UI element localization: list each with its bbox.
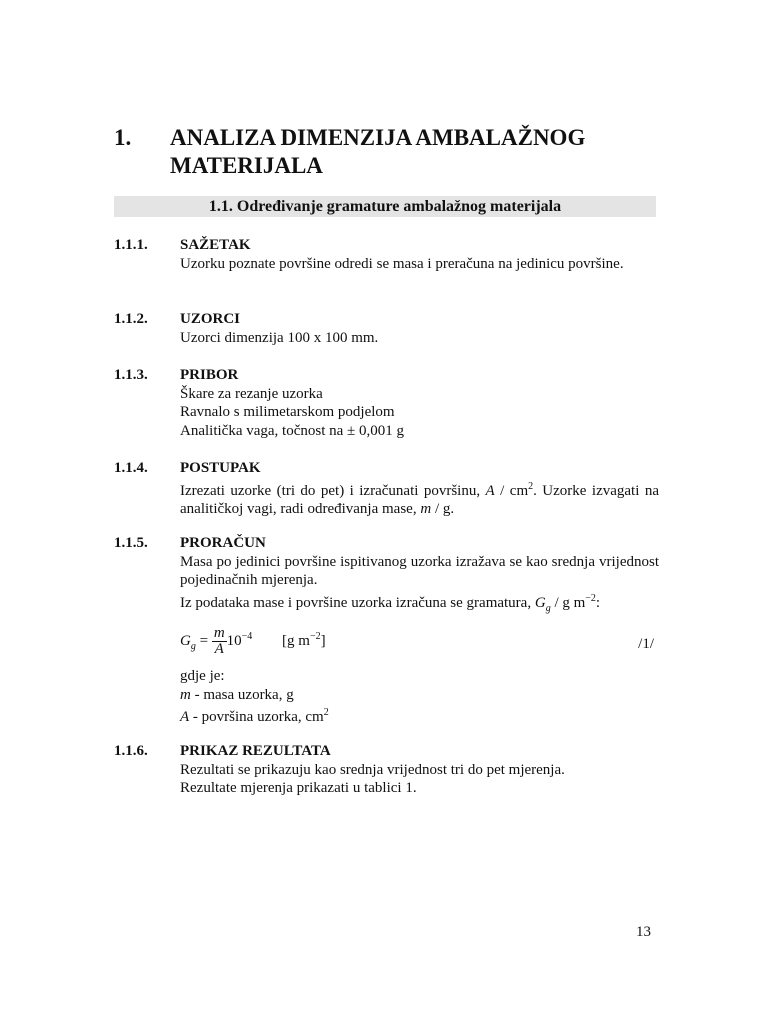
subsection-procedure <box>114 459 659 519</box>
subsection-heading: PRIBOR <box>180 367 239 383</box>
samples-text: Uzorci dimenzija 100 x 100 mm. <box>180 329 379 346</box>
subsection-number: 1.1.1. <box>114 237 148 253</box>
subsection-equipment <box>114 366 659 440</box>
formula-legend <box>114 667 659 727</box>
legend-m: m - masa uzorka, g <box>180 686 294 703</box>
subsection-number: 1.1.6. <box>114 743 148 759</box>
formula-expression: $G_g$ = $\frac{m}{A}$ $10^{-4}$ [g $m^{-2}$] <box>180 625 326 657</box>
calculation-text-2: Iz podataka mase i površine uzorka izračuna se gramatura, $G_g$ / g $m^{-2}$: <box>180 592 601 614</box>
formula-fraction: $\frac{m}{A}$ <box>213 625 225 657</box>
chapter-title: ANALIZA DIMENZIJA AMBALAŽNOG MATERIJALA <box>170 125 586 178</box>
page-number: 13 <box>636 924 651 940</box>
subsection-results <box>114 742 659 798</box>
equipment-item: Analitička vaga, točnost na ± 0,001 g <box>180 422 405 439</box>
results-text-2: Rezultate mjerenja prikazati u tablici 1. <box>180 780 417 796</box>
legend-intro: gdje je: <box>180 668 225 684</box>
calculation-text: Masa po jedinici površine ispitivanog uzorka izražava se kao srednja vrijednost pojedinačnih mjerenja. <box>180 553 659 588</box>
formula <box>180 626 660 666</box>
subsection-heading: PRORAČUN <box>180 535 266 551</box>
results-text: Rezultati se prikazuju kao srednja vrijednost tri do pet mjerenja. <box>180 761 565 778</box>
subsection-number: 1.1.4. <box>114 460 148 476</box>
subsection-summary <box>114 236 659 273</box>
subsection-heading: SAŽETAK <box>180 237 251 253</box>
formula-reference: /1/ <box>638 636 654 652</box>
equipment-item: Škare za rezanje uzorka <box>180 385 323 402</box>
subsection-samples <box>114 310 659 347</box>
summary-text: Uzorku poznate površine odredi se masa i preračuna na jedinicu površine. <box>180 255 624 272</box>
procedure-text: Izrezati uzorke (tri do pet) i izračunati površinu, A / $cm^2$. Uzorke izvagati na analitičkoj vagi, radi određivanja mase, m / g. <box>180 480 659 517</box>
subsection-heading: UZORCI <box>180 311 241 327</box>
subsection-heading: POSTUPAK <box>180 460 261 476</box>
subsection-heading: PRIKAZ REZULTATA <box>180 743 331 759</box>
chapter-number: 1. <box>114 125 132 150</box>
equipment-item: Ravnalo s milimetarskom podjelom <box>180 404 395 420</box>
legend-a: A - površina uzorka, $cm^2$ <box>180 707 329 725</box>
subsection-calculation <box>114 534 659 618</box>
subsection-number: 1.1.3. <box>114 367 148 383</box>
subsection-number: 1.1.2. <box>114 311 148 327</box>
section-title: 1.1. Određivanje gramature ambalažnog materijala <box>114 196 656 217</box>
subsection-number: 1.1.5. <box>114 535 148 551</box>
